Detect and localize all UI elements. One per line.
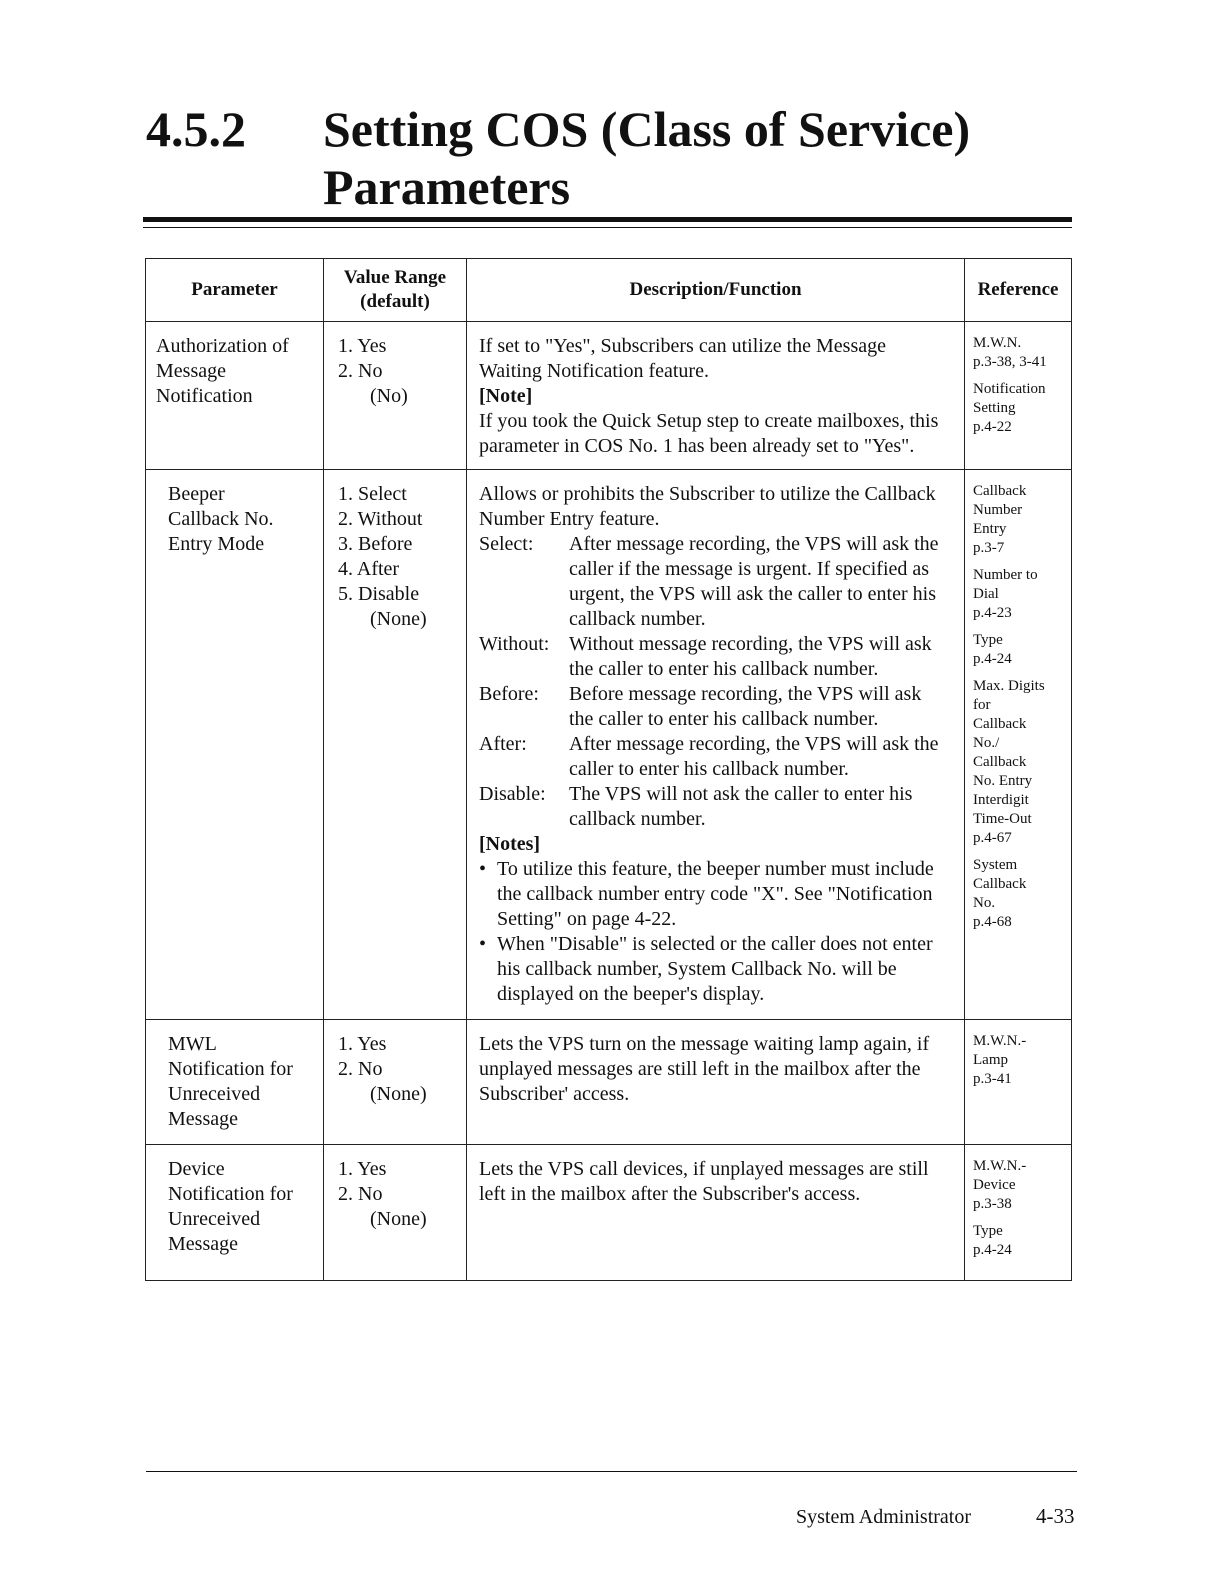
value-option: 5. Disable: [338, 583, 420, 605]
reference-line: Callback: [973, 754, 1027, 770]
value-option: 2. Without: [338, 508, 423, 530]
mode-term-definition: The VPS will not ask the caller to enter his callback number.: [569, 783, 913, 830]
reference-line: p.3-41: [973, 1071, 1012, 1087]
description-text: Lets the VPS call devices, if unplayed messages are still left in the mailbox after the Subscriber's access.: [479, 1158, 929, 1205]
mode-term-label: Disable:: [479, 783, 546, 805]
reference-item: [973, 856, 1071, 932]
reference-line: M.W.N.: [973, 335, 1022, 351]
mode-term-label: After:: [479, 733, 527, 755]
title-rule-thin: [143, 227, 1072, 228]
reference-cell: [965, 1020, 1072, 1145]
param-line: Entry Mode: [168, 533, 265, 555]
value-option: 4. After: [338, 558, 400, 580]
reference-line: p.4-24: [973, 651, 1012, 667]
reference-line: Setting: [973, 400, 1016, 416]
mode-term-label: Select:: [479, 533, 534, 555]
param-line: Message: [156, 360, 226, 382]
value-range-cell: [324, 322, 467, 470]
reference-line: M.W.N.-: [973, 1158, 1027, 1174]
value-default: (No): [370, 385, 408, 407]
reference-item: [973, 334, 1071, 372]
reference-line: No./: [973, 735, 1000, 751]
table-row-mwl-notification: [146, 1020, 1072, 1145]
reference-cell: [965, 1145, 1072, 1281]
note-bullet-text: When "Disable" is selected or the caller does not enter his callback number, System Callback No. will be displayed on the beeper's display.: [497, 933, 933, 1005]
reference-line: p.3-7: [973, 540, 1005, 556]
header-value-range-line-2: (default): [360, 291, 430, 312]
mode-term: [479, 782, 950, 832]
reference-line: p.4-67: [973, 830, 1012, 846]
description-text: Allows or prohibits the Subscriber to utilize the Callback Number Entry feature.: [479, 483, 936, 530]
param-line: Notification for: [168, 1058, 293, 1080]
reference-item: [973, 1032, 1071, 1089]
footer-rule: [146, 1471, 1077, 1472]
header-value-range: [324, 259, 467, 322]
reference-line: Dial: [973, 586, 999, 602]
reference-line: Lamp: [973, 1052, 1008, 1068]
header-parameter: Parameter: [146, 259, 324, 322]
description-cell: [467, 322, 965, 470]
note-heading: [Note]: [479, 385, 533, 407]
reference-line: No.: [973, 895, 996, 911]
description-cell: [467, 1020, 965, 1145]
mode-term: [479, 532, 950, 632]
reference-line: p.4-68: [973, 914, 1012, 930]
param-line: Device: [168, 1158, 225, 1180]
reference-line: Notification: [973, 381, 1046, 397]
reference-cell: [965, 322, 1072, 470]
note-bullet-text: To utilize this feature, the beeper number must include the callback number entry code "X". See "Notification Setting" on page 4-22.: [497, 858, 934, 930]
mode-term-label: Before:: [479, 683, 539, 705]
page-title-line-2: Parameters: [323, 159, 571, 215]
bullet-dot-icon: •: [479, 933, 487, 955]
value-range-cell: [324, 1020, 467, 1145]
page-number: 4-33: [1036, 1504, 1075, 1528]
value-range-cell: [324, 470, 467, 1020]
param-line: Message: [168, 1233, 238, 1255]
param-line: Authorization of: [156, 335, 289, 357]
reference-line: No. Entry: [973, 773, 1033, 789]
reference-line: for: [973, 697, 991, 713]
value-default: (None): [370, 1208, 427, 1230]
footer-label: System Administrator: [796, 1506, 971, 1528]
value-option: 2. No: [338, 360, 383, 382]
param-line: Notification for: [168, 1183, 293, 1205]
reference-line: p.4-22: [973, 419, 1012, 435]
table-header-row: [146, 259, 1072, 322]
table-row-authorization: [146, 322, 1072, 470]
reference-line: M.W.N.-: [973, 1033, 1027, 1049]
mode-term-definition: After message recording, the VPS will ask the caller to enter his callback number.: [569, 733, 939, 780]
reference-item: [973, 380, 1071, 437]
mode-term: [479, 732, 950, 782]
reference-line: Callback: [973, 876, 1027, 892]
reference-line: Number: [973, 502, 1023, 518]
reference-line: p.3-38: [973, 1196, 1012, 1212]
param-line: Beeper: [168, 483, 225, 505]
reference-line: Callback: [973, 483, 1027, 499]
param-cell: [146, 470, 324, 1020]
reference-line: Max. Digits: [973, 678, 1045, 694]
param-cell: [146, 1145, 324, 1281]
reference-item: [973, 566, 1071, 623]
reference-line: Device: [973, 1177, 1016, 1193]
reference-item: [973, 482, 1071, 558]
value-default: (None): [370, 1083, 427, 1105]
reference-item: [973, 1222, 1071, 1260]
param-line: Callback No.: [168, 508, 274, 530]
reference-line: Time-Out: [973, 811, 1032, 827]
param-cell: [146, 1020, 324, 1145]
reference-cell: [965, 470, 1072, 1020]
mode-term-label: Without:: [479, 633, 550, 655]
param-line: MWL: [168, 1033, 217, 1055]
header-value-range-line-1: Value Range: [343, 267, 447, 288]
param-line: Unreceived: [168, 1083, 261, 1105]
reference-item: [973, 1157, 1071, 1214]
reference-line: Number to: [973, 567, 1038, 583]
header-description: Description/Function: [467, 259, 965, 322]
value-option: 1. Yes: [338, 1033, 387, 1055]
note-text: If you took the Quick Setup step to create mailboxes, this parameter in COS No. 1 has been already set to "Yes".: [479, 410, 939, 457]
value-option: 3. Before: [338, 533, 413, 555]
reference-line: Type: [973, 1223, 1003, 1239]
value-option: 1. Yes: [338, 335, 387, 357]
note-bullet: [479, 857, 950, 932]
reference-line: Type: [973, 632, 1003, 648]
param-line: Notification: [156, 385, 253, 407]
value-range-cell: [324, 1145, 467, 1281]
description-cell: [467, 470, 965, 1020]
description-text: If set to "Yes", Subscribers can utilize the Message Waiting Notification feature.: [479, 335, 886, 382]
page-title: [323, 100, 970, 216]
description-cell: [467, 1145, 965, 1281]
reference-line: System: [973, 857, 1018, 873]
section-number: 4.5.2: [146, 101, 246, 157]
reference-line: Entry: [973, 521, 1007, 537]
title-rule-thick: [143, 217, 1072, 222]
table-row-beeper-callback: [146, 470, 1072, 1020]
reference-line: Interdigit: [973, 792, 1029, 808]
cos-parameters-table: [145, 258, 1072, 1281]
reference-line: p.3-38, 3-41: [973, 354, 1047, 370]
bullet-dot-icon: •: [479, 858, 487, 880]
mode-term: [479, 682, 950, 732]
reference-line: p.4-24: [973, 1242, 1012, 1258]
value-option: 1. Yes: [338, 1158, 387, 1180]
param-line: Unreceived: [168, 1208, 261, 1230]
param-line: Message: [168, 1108, 238, 1130]
description-text: Lets the VPS turn on the message waiting lamp again, if unplayed messages are still left in the mailbox after the Subscriber' access.: [479, 1033, 930, 1105]
value-option: 2. No: [338, 1058, 383, 1080]
value-default: (None): [370, 608, 427, 630]
mode-term-definition: After message recording, the VPS will ask the caller if the message is urgent. If specified as urgent, the VPS will ask the caller to enter his callback number.: [569, 533, 939, 630]
mode-term-definition: Before message recording, the VPS will ask the caller to enter his callback number.: [569, 683, 922, 730]
value-option: 2. No: [338, 1183, 383, 1205]
mode-term-definition: Without message recording, the VPS will ask the caller to enter his callback number.: [569, 633, 932, 680]
header-reference: Reference: [965, 259, 1072, 322]
mode-term: [479, 632, 950, 682]
note-bullet: [479, 932, 950, 1007]
reference-line: Callback: [973, 716, 1027, 732]
table-row-device-notification: [146, 1145, 1072, 1281]
value-option: 1. Select: [338, 483, 407, 505]
notes-heading: [Notes]: [479, 833, 541, 855]
param-cell: [146, 322, 324, 470]
reference-item: [973, 631, 1071, 669]
reference-line: p.4-23: [973, 605, 1012, 621]
page-title-line-1: Setting COS (Class of Service): [323, 101, 971, 157]
reference-item: [973, 677, 1071, 848]
